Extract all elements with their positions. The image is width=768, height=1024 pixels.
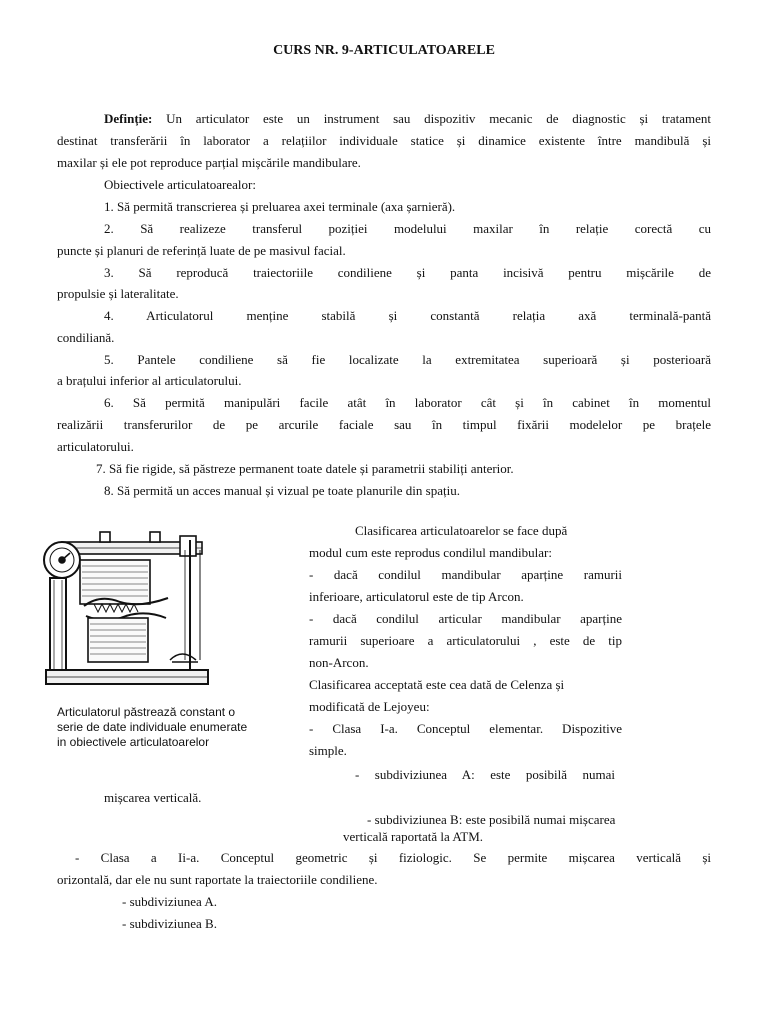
objective-4-line-1: 4. Articulatorul menține stabilă și constantă relația axă terminală-pantă [104, 308, 711, 323]
objective-7: 7. Să fie rigide, să păstreze permanent toate datele și parametrii stabiliți anterior. [96, 461, 514, 476]
definition-line-2: destinat transferării în laborator a relațiilor individuale statice și dinamice existente între mandibulă și [57, 133, 711, 148]
class2-subdivision-a: - subdiviziunea A. [122, 894, 217, 909]
objective-2-line-1: 2. Să realizeze transferul poziției modelului maxilar în relație corectă cu [104, 221, 711, 236]
classification-line-1: Clasificarea articulatoarelor se face după [355, 523, 568, 538]
classification-line-5: - dacă condilul articular mandibular aparține [309, 611, 622, 626]
classification-line-4: inferioare, articulatorul este de tip Arcon. [309, 589, 524, 604]
class2-line-2: orizontală, dar ele nu sunt raportate la traiectoriile condiliene. [57, 872, 378, 887]
objective-8: 8. Să permită un acces manual și vizual pe toate planurile din spațiu. [104, 483, 460, 498]
objective-2-line-2: puncte și planuri de referință luate de pe masivul facial. [57, 243, 346, 258]
articulator-illustration [40, 520, 270, 698]
objective-5-line-1: 5. Pantele condiliene să fie localizate la extremitatea superioară și posterioară [104, 352, 711, 367]
classification-line-8: Clasificarea acceptată este cea dată de Celenza și [309, 677, 565, 692]
classification-line-7: non-Arcon. [309, 655, 369, 670]
classification-line-6: ramurii superioare a articulatorului , este de tip [309, 633, 622, 648]
class1-subdivision-b: - subdiviziunea B: este posibilă numai mișcarea [367, 812, 616, 827]
objective-5-line-2: a brațului inferior al articulatorului. [57, 373, 242, 388]
figure-caption: Articulatorul păstrează constant o serie de date individuale enumerate in obiectivele articulatoarelor [57, 705, 248, 749]
objective-1: 1. Să permită transcrierea și preluarea axei terminale (axa șarnieră). [104, 199, 456, 214]
definition-line-3: maxilar și ele pot reproduce parțial mișcările mandibulare. [57, 155, 361, 170]
classification-line-2: modul cum este reprodus condilul mandibular: [309, 545, 552, 560]
definition-line-1 [57, 108, 711, 130]
objective-6-line-2: realizării transferurilor de pe arcurile faciale sau în timpul fixării modelelor pe brațele [57, 417, 711, 432]
class2-subdivision-b: - subdiviziunea B. [122, 916, 217, 931]
objective-6-line-1: 6. Să permită manipulări facile atât în laborator cât și în cabinet în momentul [104, 395, 711, 410]
definition-text: Un articulator este un instrument sau dispozitiv mecanic de diagnostic și tratament [166, 111, 711, 126]
classification-line-10: - Clasa I-a. Conceptul elementar. Dispozitive [309, 721, 622, 736]
objective-4-line-2: condiliană. [57, 330, 115, 345]
class1-subdivision-b-cont: verticală raportată la ATM. [343, 829, 484, 844]
objective-6-line-3: articulatorului. [57, 439, 134, 454]
page-title: CURS NR. 9-ARTICULATOARELE [273, 43, 495, 58]
classification-line-9: modificată de Lejoyeu: [309, 699, 430, 714]
definition-term: Definție: [104, 111, 153, 126]
class1-subdivision-a: - subdiviziunea A: este posibilă numai [355, 767, 615, 782]
objective-3-line-2: propulsie și lateralitate. [57, 286, 179, 301]
classification-line-11: simple. [309, 743, 347, 758]
class2-line-1: - Clasa a Ii-a. Conceptul geometric și fiziologic. Se permite mișcarea verticală și [75, 850, 711, 865]
classification-line-3: - dacă condilul mandibular aparține ramurii [309, 567, 622, 582]
objectives-heading: Obiectivele articulatoarealor: [104, 177, 256, 192]
class1-subdivision-a-cont: mișcarea verticală. [104, 790, 202, 805]
objective-3-line-1: 3. Să reproducă traiectoriile condiliene și panta incisivă pentru mișcările de [104, 265, 711, 280]
